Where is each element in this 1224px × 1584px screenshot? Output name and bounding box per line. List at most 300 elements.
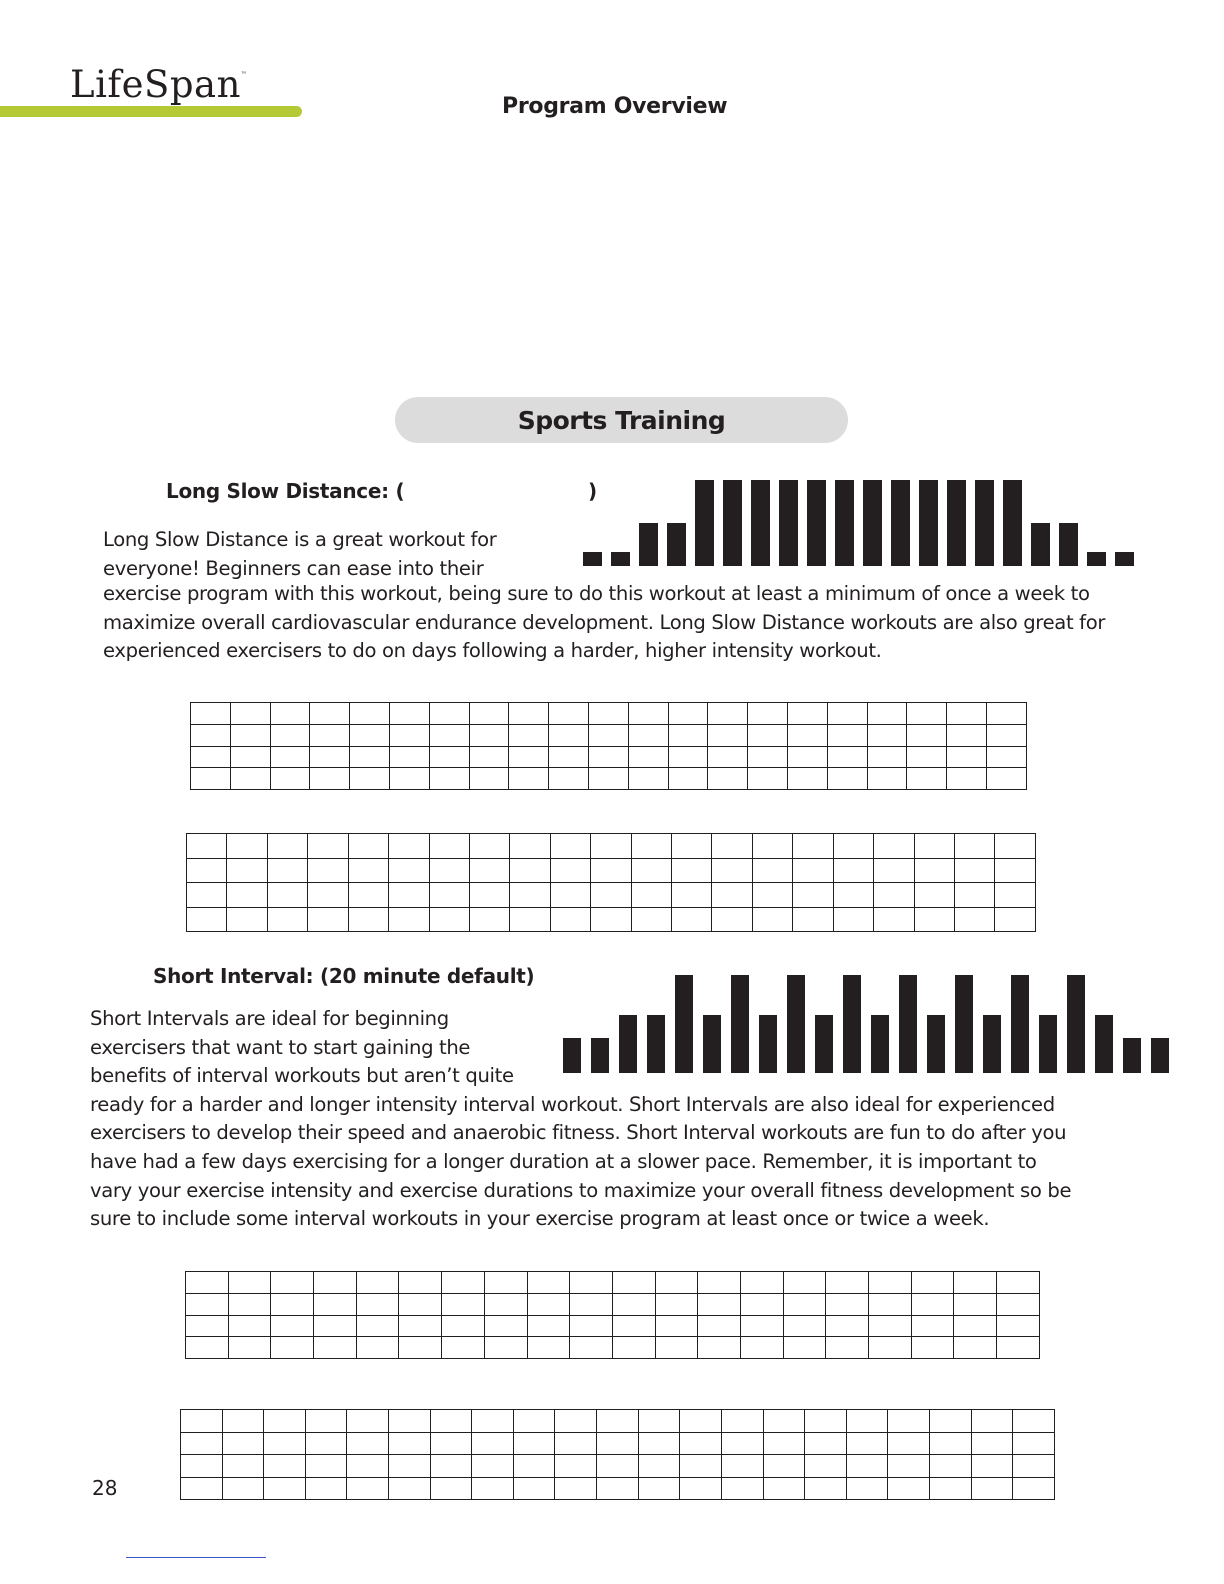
table-cell — [549, 703, 589, 725]
table-cell — [888, 1455, 930, 1478]
table-cell — [874, 834, 914, 859]
intensity-bar — [1087, 552, 1106, 566]
table-cell — [914, 883, 954, 908]
table-cell — [867, 746, 907, 768]
table-cell — [833, 834, 873, 859]
table-cell — [305, 1455, 347, 1478]
table-cell — [995, 883, 1036, 908]
table-cell — [833, 883, 873, 908]
table-cell — [230, 724, 270, 746]
intensity-bar — [1003, 480, 1022, 566]
table-cell — [748, 703, 788, 725]
table-cell — [708, 724, 748, 746]
intensity-bar — [1123, 1038, 1141, 1073]
table-cell — [513, 1432, 555, 1455]
table-cell — [186, 1337, 229, 1359]
table-cell — [888, 1432, 930, 1455]
table-cell — [389, 768, 429, 790]
table-cell — [763, 1455, 805, 1478]
table-cell — [191, 746, 231, 768]
si-description — [90, 1005, 1071, 1234]
table-cell — [264, 1455, 306, 1478]
table-cell — [484, 1337, 527, 1359]
table-cell — [680, 1477, 722, 1500]
table-cell — [347, 1410, 389, 1433]
table-cell — [748, 768, 788, 790]
table-row — [187, 907, 1036, 932]
trademark-mark: ™ — [240, 71, 248, 78]
table-cell — [612, 1337, 655, 1359]
si-line: exercisers to develop their speed and anaerobic fitness. Short Interval workouts are fun to do after you — [90, 1121, 1067, 1145]
table-cell — [314, 1293, 357, 1315]
logo-text: LifeSpan — [70, 63, 241, 106]
table-cell — [947, 724, 987, 746]
table-cell — [267, 883, 307, 908]
table-cell — [668, 724, 708, 746]
table-cell — [271, 1315, 314, 1337]
table-cell — [955, 858, 995, 883]
table-cell — [314, 1272, 357, 1294]
table-cell — [399, 1337, 442, 1359]
table-cell — [787, 724, 827, 746]
lsd-description-cont — [103, 580, 1105, 666]
table-cell — [1013, 1455, 1055, 1478]
table-cell — [228, 1315, 271, 1337]
table-cell — [555, 1432, 597, 1455]
table-row — [181, 1477, 1055, 1500]
table-cell — [429, 883, 469, 908]
table-cell — [721, 1455, 763, 1478]
table-row — [191, 768, 1027, 790]
table-cell — [698, 1293, 741, 1315]
intensity-bar — [863, 480, 882, 566]
table-cell — [721, 1432, 763, 1455]
table-cell — [305, 1410, 347, 1433]
table-cell — [469, 858, 509, 883]
table-cell — [181, 1432, 223, 1455]
table-cell — [752, 883, 792, 908]
table-cell — [270, 724, 310, 746]
table-cell — [698, 1337, 741, 1359]
table-cell — [389, 858, 429, 883]
table-cell — [228, 1293, 271, 1315]
table-cell — [712, 907, 752, 932]
table-cell — [911, 1293, 954, 1315]
si-line: have had a few days exercising for a longer duration at a slower pace. Remember, it is important to — [90, 1149, 1037, 1173]
table-cell — [628, 746, 668, 768]
table-cell — [783, 1337, 826, 1359]
table-cell — [955, 907, 995, 932]
table-cell — [549, 768, 589, 790]
table-cell — [874, 883, 914, 908]
table-cell — [187, 858, 227, 883]
table-cell — [389, 1432, 431, 1455]
table-cell — [389, 1477, 431, 1500]
table-cell — [555, 1455, 597, 1478]
table-cell — [389, 1455, 431, 1478]
table-cell — [550, 834, 590, 859]
table-cell — [429, 834, 469, 859]
table-cell — [527, 1293, 570, 1315]
table-cell — [570, 1293, 613, 1315]
table-cell — [513, 1455, 555, 1478]
table-cell — [389, 724, 429, 746]
table-cell — [181, 1477, 223, 1500]
table-cell — [555, 1410, 597, 1433]
si-line: benefits of interval workouts but aren’t quite — [90, 1064, 514, 1088]
table-cell — [442, 1272, 485, 1294]
table-cell — [484, 1272, 527, 1294]
table-cell — [907, 746, 947, 768]
table-cell — [826, 1337, 869, 1359]
table-row — [181, 1455, 1055, 1478]
table-cell — [230, 768, 270, 790]
table-cell — [914, 907, 954, 932]
table-cell — [267, 858, 307, 883]
intensity-bar — [807, 480, 826, 566]
table-cell — [550, 907, 590, 932]
table-cell — [191, 724, 231, 746]
table-cell — [555, 1477, 597, 1500]
table-cell — [264, 1432, 306, 1455]
table-cell — [867, 724, 907, 746]
table-cell — [264, 1477, 306, 1500]
table-cell — [356, 1272, 399, 1294]
table-cell — [591, 858, 631, 883]
table-cell — [793, 883, 833, 908]
table-cell — [472, 1477, 514, 1500]
table-cell — [348, 907, 388, 932]
table-cell — [591, 834, 631, 859]
table-cell — [971, 1410, 1013, 1433]
table-cell — [227, 858, 267, 883]
table-cell — [955, 834, 995, 859]
intensity-bar — [975, 480, 994, 566]
table-cell — [389, 834, 429, 859]
table-cell — [954, 1315, 997, 1337]
table-row — [187, 883, 1036, 908]
table-cell — [549, 724, 589, 746]
table-cell — [672, 834, 712, 859]
si-line: exercisers that want to start gaining the — [90, 1035, 471, 1059]
table-cell — [805, 1432, 847, 1455]
table-cell — [305, 1477, 347, 1500]
table-cell — [874, 907, 914, 932]
intensity-bar — [779, 480, 798, 566]
table-cell — [708, 768, 748, 790]
table-cell — [708, 746, 748, 768]
table-cell — [389, 883, 429, 908]
table-cell — [469, 724, 509, 746]
table-cell — [954, 1272, 997, 1294]
table-cell — [668, 768, 708, 790]
intensity-bar — [583, 552, 602, 566]
table-cell — [271, 1272, 314, 1294]
table-cell — [347, 1455, 389, 1478]
table-cell — [597, 1477, 639, 1500]
table-cell — [513, 1477, 555, 1500]
table-cell — [827, 703, 867, 725]
table-cell — [430, 1455, 472, 1478]
table-cell — [442, 1293, 485, 1315]
table-cell — [270, 768, 310, 790]
table-cell — [721, 1410, 763, 1433]
table-cell — [793, 858, 833, 883]
table-cell — [570, 1315, 613, 1337]
lsd-level-table-2 — [186, 833, 1036, 932]
table-row — [191, 703, 1027, 725]
table-cell — [187, 907, 227, 932]
table-cell — [389, 703, 429, 725]
table-cell — [971, 1455, 1013, 1478]
table-cell — [907, 724, 947, 746]
table-cell — [429, 768, 469, 790]
table-cell — [680, 1432, 722, 1455]
intensity-bar — [891, 480, 910, 566]
table-cell — [672, 907, 712, 932]
table-cell — [588, 746, 628, 768]
table-cell — [308, 834, 348, 859]
intensity-bar — [1115, 552, 1134, 566]
table-cell — [826, 1293, 869, 1315]
table-cell — [655, 1337, 698, 1359]
table-cell — [348, 834, 388, 859]
si-line: ready for a harder and longer intensity interval workout. Short Intervals are also ideal for experienced — [90, 1092, 1055, 1116]
table-cell — [752, 907, 792, 932]
table-cell — [911, 1315, 954, 1337]
table-cell — [793, 907, 833, 932]
table-cell — [513, 1410, 555, 1433]
table-cell — [833, 858, 873, 883]
table-cell — [350, 703, 390, 725]
intensity-bar — [695, 480, 714, 566]
table-cell — [348, 858, 388, 883]
lsd-description — [103, 526, 496, 583]
table-cell — [550, 858, 590, 883]
table-cell — [698, 1272, 741, 1294]
table-cell — [997, 1272, 1040, 1294]
lsd-line: everyone! Beginners can ease into their — [103, 556, 484, 580]
table-cell — [712, 883, 752, 908]
table-cell — [668, 703, 708, 725]
table-cell — [874, 858, 914, 883]
table-cell — [986, 703, 1026, 725]
table-cell — [911, 1272, 954, 1294]
table-cell — [628, 724, 668, 746]
table-cell — [971, 1432, 1013, 1455]
table-cell — [191, 703, 231, 725]
table-cell — [995, 858, 1036, 883]
table-cell — [995, 907, 1036, 932]
table-cell — [1013, 1410, 1055, 1433]
table-cell — [914, 834, 954, 859]
table-cell — [310, 768, 350, 790]
table-cell — [588, 724, 628, 746]
table-cell — [472, 1410, 514, 1433]
table-cell — [591, 907, 631, 932]
table-cell — [612, 1272, 655, 1294]
table-cell — [787, 746, 827, 768]
table-cell — [846, 1410, 888, 1433]
table-cell — [793, 834, 833, 859]
table-cell — [389, 1410, 431, 1433]
table-cell — [270, 746, 310, 768]
table-cell — [787, 768, 827, 790]
table-cell — [869, 1337, 912, 1359]
table-cell — [227, 834, 267, 859]
table-cell — [222, 1455, 264, 1478]
table-cell — [597, 1432, 639, 1455]
table-cell — [783, 1315, 826, 1337]
table-cell — [763, 1410, 805, 1433]
table-row — [191, 746, 1027, 768]
intensity-bar — [611, 552, 630, 566]
table-cell — [805, 1477, 847, 1500]
table-cell — [347, 1477, 389, 1500]
table-cell — [1013, 1432, 1055, 1455]
table-cell — [672, 858, 712, 883]
table-cell — [929, 1455, 971, 1478]
table-cell — [995, 834, 1036, 859]
intensity-bar — [835, 480, 854, 566]
table-cell — [986, 746, 1026, 768]
lsd-line: exercise program with this workout, being sure to do this workout at least a minimum of once a week to — [103, 582, 1090, 605]
table-cell — [698, 1315, 741, 1337]
table-cell — [869, 1293, 912, 1315]
table-cell — [472, 1455, 514, 1478]
table-cell — [763, 1432, 805, 1455]
table-cell — [509, 703, 549, 725]
table-cell — [181, 1410, 223, 1433]
table-cell — [230, 746, 270, 768]
lsd-heading-close: ) — [588, 479, 598, 503]
table-cell — [527, 1315, 570, 1337]
intensity-bar — [919, 480, 938, 566]
table-cell — [348, 883, 388, 908]
table-cell — [763, 1477, 805, 1500]
table-cell — [310, 724, 350, 746]
table-cell — [429, 907, 469, 932]
table-cell — [997, 1315, 1040, 1337]
table-cell — [399, 1315, 442, 1337]
lifespan-logo — [70, 63, 248, 106]
table-cell — [597, 1455, 639, 1478]
table-cell — [570, 1337, 613, 1359]
table-cell — [430, 1432, 472, 1455]
si-line: sure to include some interval workouts in your exercise program at least once or twice a week. — [90, 1207, 990, 1231]
table-cell — [186, 1272, 229, 1294]
table-cell — [469, 907, 509, 932]
si-line: vary your exercise intensity and exercise durations to maximize your overall fitness development so be — [90, 1178, 1072, 1202]
table-row — [186, 1315, 1040, 1337]
intensity-bar — [667, 523, 686, 566]
table-cell — [264, 1410, 306, 1433]
table-cell — [805, 1455, 847, 1478]
table-cell — [827, 724, 867, 746]
table-cell — [442, 1315, 485, 1337]
table-cell — [570, 1272, 613, 1294]
table-cell — [442, 1337, 485, 1359]
table-cell — [986, 724, 1026, 746]
table-cell — [271, 1293, 314, 1315]
table-cell — [227, 883, 267, 908]
table-cell — [222, 1477, 264, 1500]
table-cell — [469, 703, 509, 725]
table-cell — [350, 746, 390, 768]
table-cell — [270, 703, 310, 725]
lsd-heading: Long Slow Distance: ( — [166, 479, 405, 503]
table-cell — [827, 768, 867, 790]
table-cell — [310, 746, 350, 768]
table-cell — [783, 1293, 826, 1315]
table-cell — [740, 1272, 783, 1294]
table-cell — [347, 1432, 389, 1455]
table-cell — [472, 1432, 514, 1455]
table-cell — [222, 1432, 264, 1455]
table-cell — [429, 858, 469, 883]
table-cell — [954, 1293, 997, 1315]
intensity-bar — [1095, 1015, 1113, 1073]
table-cell — [356, 1315, 399, 1337]
table-cell — [846, 1455, 888, 1478]
table-cell — [805, 1410, 847, 1433]
table-cell — [740, 1315, 783, 1337]
logo-accent-bar — [0, 106, 302, 117]
table-cell — [314, 1337, 357, 1359]
table-cell — [655, 1293, 698, 1315]
table-cell — [389, 907, 429, 932]
lsd-line: experienced exercisers to do on days following a harder, higher intensity workout. — [103, 639, 882, 663]
table-row — [186, 1272, 1040, 1294]
table-cell — [429, 724, 469, 746]
table-cell — [708, 703, 748, 725]
intensity-bar — [751, 480, 770, 566]
table-cell — [509, 746, 549, 768]
section-title: Sports Training — [395, 397, 848, 443]
table-cell — [356, 1293, 399, 1315]
table-cell — [638, 1477, 680, 1500]
table-cell — [469, 834, 509, 859]
table-cell — [997, 1293, 1040, 1315]
table-cell — [947, 746, 987, 768]
table-cell — [947, 768, 987, 790]
footer-rule — [126, 1557, 266, 1558]
table-cell — [827, 746, 867, 768]
table-row — [181, 1432, 1055, 1455]
table-cell — [712, 858, 752, 883]
table-cell — [914, 858, 954, 883]
lsd-intensity-profile — [583, 480, 1138, 566]
table-cell — [672, 883, 712, 908]
table-cell — [430, 1477, 472, 1500]
table-row — [186, 1293, 1040, 1315]
table-cell — [740, 1337, 783, 1359]
table-cell — [929, 1477, 971, 1500]
table-cell — [187, 834, 227, 859]
table-cell — [826, 1315, 869, 1337]
table-cell — [846, 1477, 888, 1500]
table-cell — [222, 1410, 264, 1433]
table-cell — [712, 834, 752, 859]
intensity-bar — [947, 480, 966, 566]
table-cell — [869, 1272, 912, 1294]
table-cell — [484, 1315, 527, 1337]
table-cell — [867, 768, 907, 790]
table-cell — [588, 703, 628, 725]
table-cell — [631, 858, 671, 883]
table-cell — [350, 768, 390, 790]
table-cell — [314, 1315, 357, 1337]
